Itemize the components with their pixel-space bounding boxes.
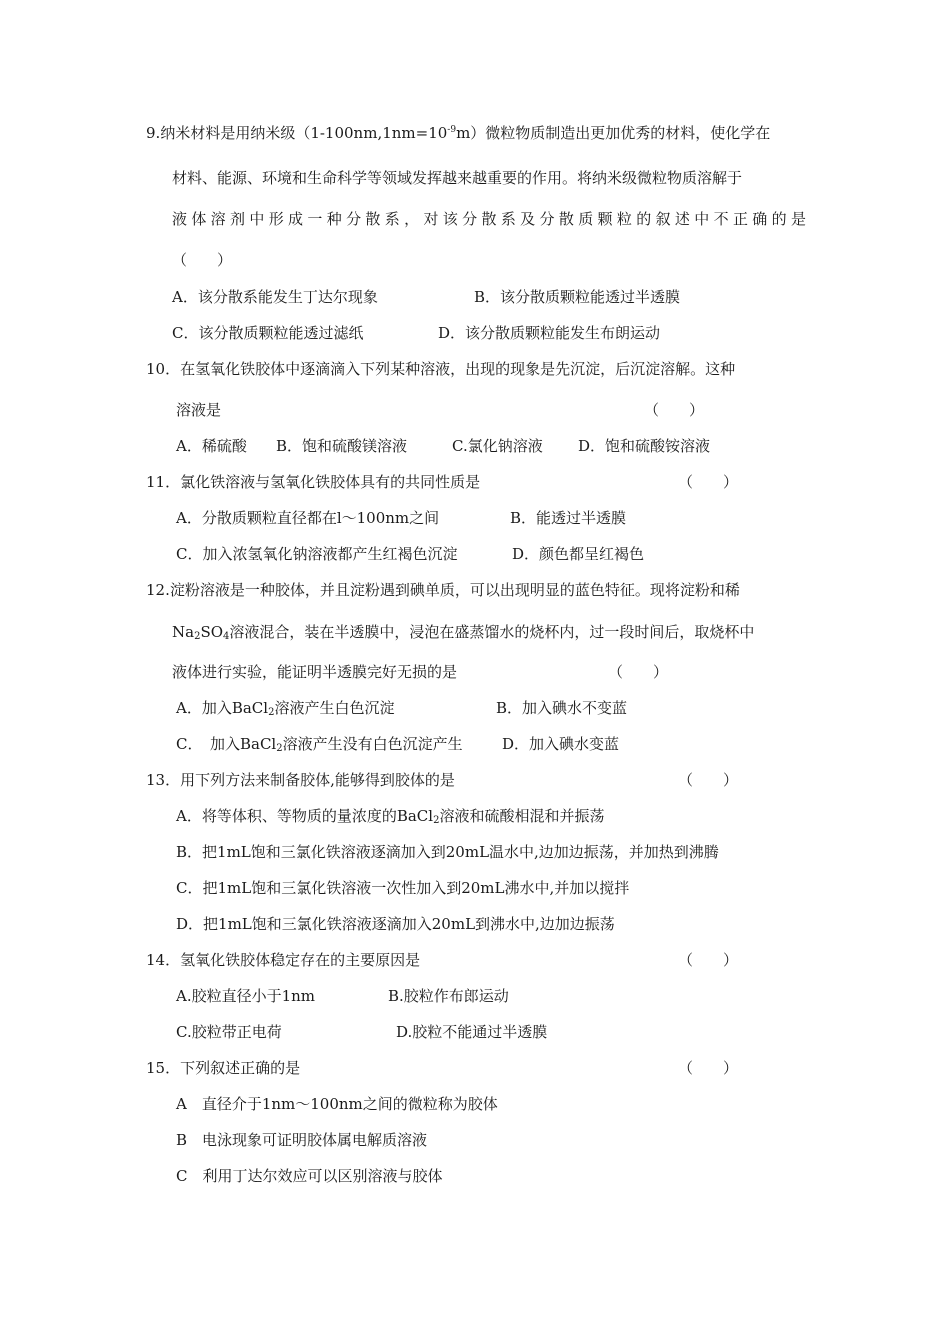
q12-option-c: C． 加入BaCl$_2$溶液产生没有白色沉淀产生 [176,735,463,754]
q10-line-1: 10．在氢氧化铁胶体中逐滴滴入下列某种溶液，出现的现象是先沉淀，后沉淀溶解。这种 [146,360,736,378]
q9-line-3: 液体溶剂中形成一种分散系，对该分散系及分散质颗粒的叙述中不正确的是 [172,210,806,228]
q10-number: 10． [146,360,181,378]
q9-number: 9. [146,124,161,142]
q12-option-b: B．加入碘水不变蓝 [496,699,628,717]
q11-option-d: D．颜色都呈红褐色 [512,545,645,563]
q9-line-1: 9.纳米材料是用纳米级$(1-100nm,1nm=10^{-9}m)$微粒物质制造出更加优秀的材料，使化学在 [146,124,771,142]
q9-answer-paren: （ ） [172,251,233,269]
q11-option-b: B．能透过半透膜 [510,509,627,527]
q15-number: 15． [146,1059,181,1077]
q11-number: 11． [146,473,181,491]
q13-option-b: B．把1mL饱和三氯化铁溶液逐滴加入到20mL温水中,边加边振荡，并加热到沸腾 [176,843,719,861]
q10-option-c: C.氯化钠溶液 [452,437,543,455]
q13-option-c: C．把1mL饱和三氯化铁溶液一次性加入到20mL沸水中,并加以搅拌 [176,879,630,897]
q12-line-3: 液体进行实验，能证明半透膜完好无损的是 [172,663,458,681]
q14-option-d: D.胶粒不能通过半透膜 [396,1023,548,1041]
q12-answer-paren: （ ） [608,663,669,681]
q13-answer-paren: （ ） [678,771,739,789]
q10-option-d: D．饱和硫酸铵溶液 [578,437,711,455]
q14-number: 14． [146,951,181,969]
q9-option-b: B．该分散质颗粒能透过半透膜 [474,288,681,306]
q12-line-2: $Na_2SO_4$溶液混合，装在半透膜中，浸泡在盛蒸馏水的烧杯内，过一段时间后，取烧杯中 [172,623,755,642]
q13-line-1: 13．用下列方法来制备胶体,能够得到胶体的是 [146,771,455,789]
q13-option-d: D．把1mL饱和三氯化铁溶液逐滴加入20mL到沸水中,边加边振荡 [176,915,615,933]
q10-line-2: 溶液是 [176,401,222,419]
q14-line-1: 14．氢氧化铁胶体稳定存在的主要原因是 [146,951,421,969]
q15-answer-paren: （ ） [678,1059,739,1077]
q13-option-a: A．将等体积、等物质的量浓度的BaCl$_2$溶液和硫酸相混和并振荡 [176,807,605,826]
q11-answer-paren: （ ） [678,473,739,491]
q9-option-c: C．该分散质颗粒能透过滤纸 [172,324,364,342]
q9-line-2: 材料、能源、环境和生命科学等领域发挥越来越重要的作用。将纳米级微粒物质溶解于 [172,169,743,187]
q15-option-c: C 利用丁达尔效应可以区别溶液与胶体 [176,1167,443,1185]
q10-option-b: B．饱和硫酸镁溶液 [276,437,408,455]
q9-option-d: D．该分散质颗粒能发生布朗运动 [438,324,661,342]
q11-option-a: A．分散质颗粒直径都在l～100nm之间 [176,509,440,527]
q12-option-a: A．加入BaCl$_2$溶液产生白色沉淀 [176,699,395,718]
q10-option-a: A．稀硫酸 [176,437,247,455]
q15-option-a: A 直径介于1nm～100nm之间的微粒称为胶体 [176,1095,498,1113]
q11-option-c: C．加入浓氢氧化钠溶液都产生红褐色沉淀 [176,545,458,563]
q14-option-c: C.胶粒带正电荷 [176,1023,282,1041]
q12-number: 12. [146,581,170,599]
q15-option-b: B 电泳现象可证明胶体属电解质溶液 [176,1131,428,1149]
q12-line-1: 12.淀粉溶液是一种胶体，并且淀粉遇到碘单质，可以出现明显的蓝色特征。现将淀粉和稀 [146,581,740,599]
q9-option-a: A．该分散系能发生丁达尔现象 [172,288,378,306]
q14-option-b: B.胶粒作布郎运动 [388,987,509,1005]
q15-line-1: 15．下列叙述正确的是 [146,1059,301,1077]
q14-answer-paren: （ ） [678,951,739,969]
q13-number: 13． [146,771,181,789]
q11-line-1: 11．氯化铁溶液与氢氧化铁胶体具有的共同性质是 [146,473,481,491]
q14-option-a: A.胶粒直径小于1nm [176,987,316,1005]
q12-option-d: D．加入碘水变蓝 [502,735,620,753]
q10-answer-paren: （ ） [644,401,705,419]
